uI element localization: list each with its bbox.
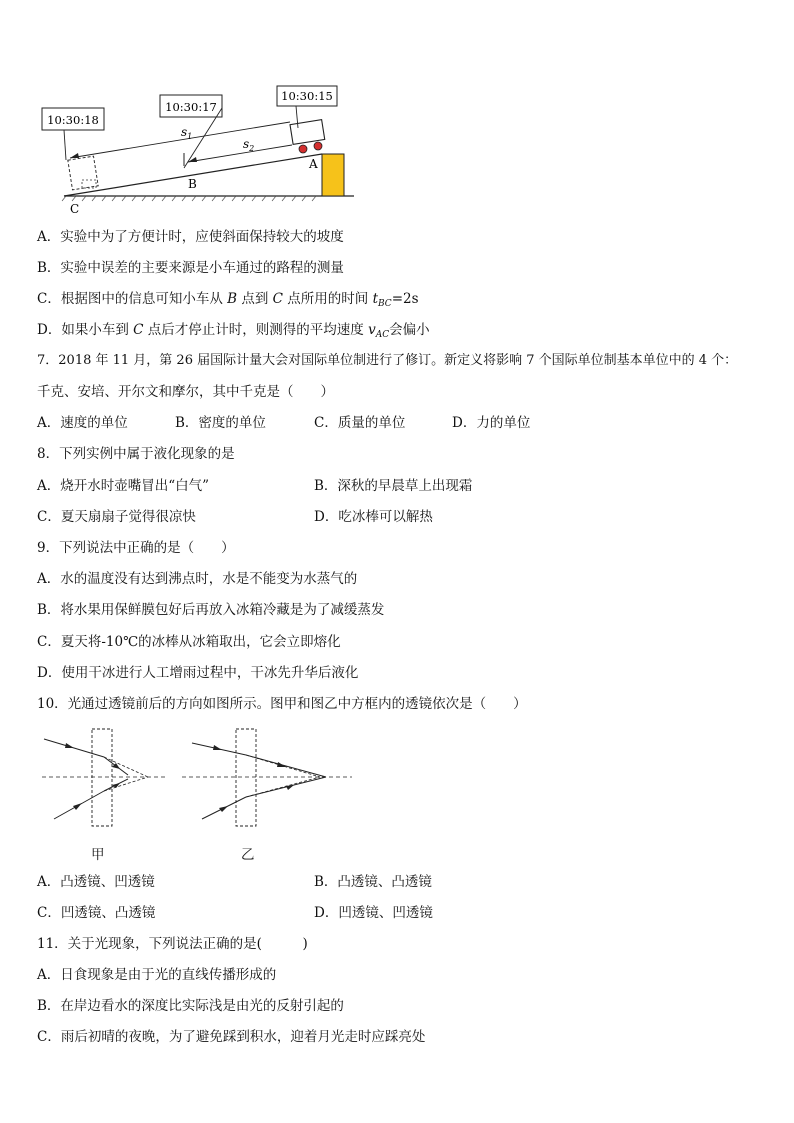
label-s2: $s_2$: [243, 137, 255, 153]
q8-option-d: D．吃冰棒可以解热: [314, 509, 433, 525]
q7-option-a: A．速度的单位: [37, 415, 128, 431]
arrow-s2: [188, 145, 292, 162]
incline-figure: [36, 80, 366, 220]
lens-figure-jia: [38, 725, 168, 833]
yi-arrow-bottom: [219, 806, 228, 812]
jia-ext-bottom: [104, 777, 148, 791]
q6-option-d: D．如果小车到 C 点后才停止计时，则测得的平均速度 $v_{AC}$会偏小: [37, 322, 430, 340]
q9-stem: 9．下列说法中正确的是（ ）: [37, 540, 235, 556]
q6-option-b: B．实验中误差的主要来源是小车通过的路程的测量: [37, 260, 344, 276]
lens-figure-yi: [180, 725, 355, 833]
label-a: A: [309, 157, 318, 171]
q10-option-d: D．凹透镜、凹透镜: [314, 905, 433, 921]
q9-option-b: B．将水果用保鲜膜包好后再放入冰箱冷藏是为了减缓蒸发: [37, 602, 385, 618]
timer-a: 10:30:15: [281, 89, 333, 103]
q9-option-a: A．水的温度没有达到沸点时，水是不能变为水蒸气的: [37, 571, 358, 587]
arrow-s1-head: [70, 153, 79, 158]
q8-option-c: C．夏天扇扇子觉得很凉快: [37, 509, 196, 525]
lens-caption-yi: 乙: [241, 847, 255, 863]
q11-option-c: C．雨后初晴的夜晚，为了避免踩到积水，迎着月光走时应踩亮处: [37, 1029, 426, 1045]
timer-b: 10:30:17: [165, 100, 217, 114]
jia-arrow-top: [65, 743, 74, 748]
jia-arrow-bottom: [73, 803, 82, 810]
cart-wheel-right: [314, 142, 322, 150]
support-block: [322, 154, 344, 196]
label-c: C: [70, 202, 80, 216]
q9-option-d: D．使用干冰进行人工增雨过程中，干冰先升华后液化: [37, 665, 359, 681]
q8-option-a: A．烧开水时壶嘴冒出“白气”: [37, 478, 210, 494]
yi-ext-bottom: [246, 777, 320, 797]
q11-stem: 11．关于光现象，下列说法正确的是( ): [37, 936, 308, 952]
q7-option-d: D．力的单位: [452, 415, 531, 431]
q6-option-a: A．实验中为了方便计时，应使斜面保持较大的坡度: [37, 229, 344, 245]
q7-option-c: C．质量的单位: [314, 415, 406, 431]
dashed-car-c: [68, 156, 98, 190]
q10-stem: 10．光通过透镜前后的方向如图所示。图甲和图乙中方框内的透镜依次是（ ）: [37, 696, 527, 712]
q8-option-b: B．深秋的早晨草上出现霜: [314, 478, 473, 494]
q7-option-b: B．密度的单位: [175, 415, 266, 431]
q10-option-c: C．凹透镜、凸透镜: [37, 905, 156, 921]
timer-c: 10:30:18: [47, 113, 99, 127]
yi-arrow-top: [213, 745, 222, 750]
cart-wheel-left: [299, 145, 307, 153]
lens-caption-jia: 甲: [91, 847, 105, 863]
q9-option-c: C．夏天将-10℃的冰棒从冰箱取出，它会立即熔化: [37, 634, 341, 650]
label-b: B: [188, 177, 197, 191]
q11-option-a: A．日食现象是由于光的直线传播形成的: [37, 967, 277, 983]
pointer-c: [64, 130, 66, 160]
jia-lens-box: [92, 729, 112, 826]
ground-hatch: [62, 196, 316, 201]
q7-stem-line2: 千克、安培、开尔文和摩尔，其中千克是（ ）: [37, 384, 334, 400]
q7-stem-line1: 7．2018 年 11 月，第 26 届国际计量大会对国际单位制进行了修订。新定义将影响 7 个国际单位制基本单位中的 4 个：: [37, 353, 738, 368]
yi-lens-box: [236, 729, 256, 826]
q10-option-a: A．凸透镜、凹透镜: [37, 874, 155, 890]
q11-option-b: B．在岸边看水的深度比实际浅是由光的反射引起的: [37, 998, 344, 1014]
q8-stem: 8．下列实例中属于液化现象的是: [37, 446, 235, 462]
cart-at-a: [290, 120, 325, 145]
q6-option-c: C．根据图中的信息可知小车从 B 点到 C 点所用的时间 $t_{BC}=2s$: [37, 291, 419, 309]
q10-option-b: B．凸透镜、凸透镜: [314, 874, 432, 890]
label-s1: $s_1$: [181, 125, 193, 141]
